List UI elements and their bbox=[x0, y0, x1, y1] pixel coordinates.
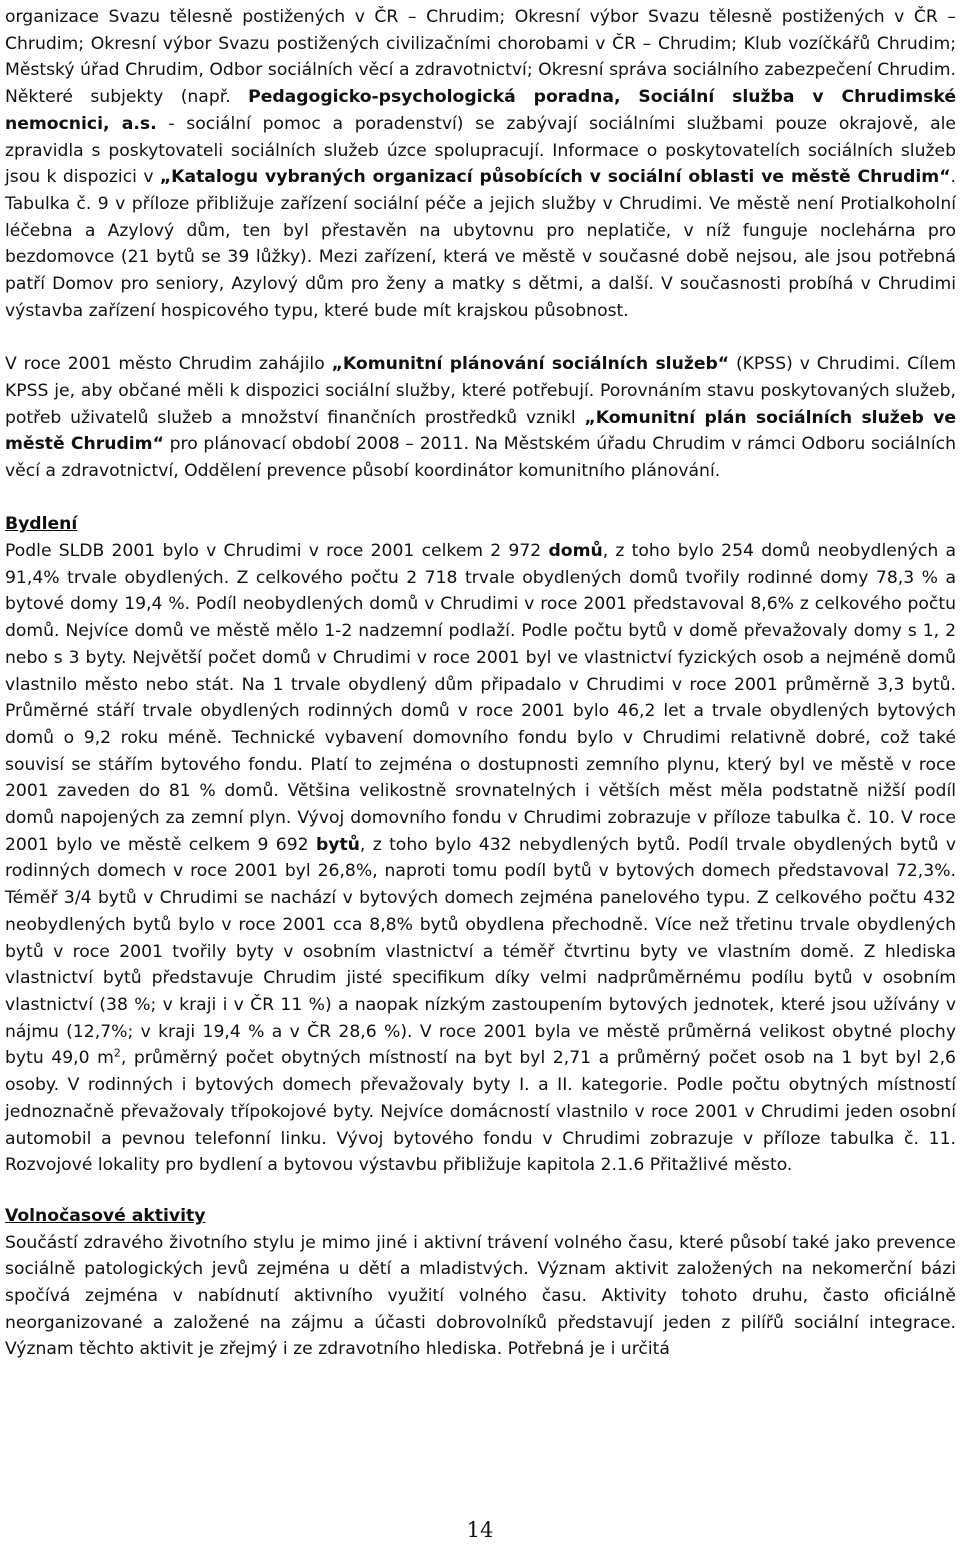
section-heading-leisure: Volnočasové aktivity bbox=[5, 1205, 206, 1226]
text-run: , průměrný počet obytných místností na byt byl 2,71 a průměrný počet osob na 1 byt byl 2,6 osoby. V rodinných i bytových domech převažovaly byty I. a II. kategorie. Podle počtu obytných místností jednoznačně převažovaly třípokojové byty. Nejvíce domácností vlastnilo v roce 2001 v Chrudimi jeden osobní automobil a pevnou telefonní linku. Vývoj bytového fondu v Chrudimi zobrazuje v příloze tabulka č. 11. Rozvojové lokality pro bydlení a bytovou výstavbu přibližuje kapitola 2.1.6 Přitažlivé město. bbox=[5, 1048, 956, 1176]
text-run: Součástí zdravého životního stylu je mimo jiné i aktivní trávení volného času, které působí také jako prevence sociálně patologických jevů zejména u dětí a mladistvých. Význam aktivit založených na nekomerční bázi spočívá zejména v nabídnutí aktivního využití volného času. Aktivity tohoto druhu, často oficiálně neorganizované a založené na zájmu a účasti dobrovolníků představují jeden z pilířů sociální integrace. Význam těchto aktivit je zřejmý i ze zdravotního hlediska. Potřebná je i určitá bbox=[5, 1232, 956, 1360]
paragraph-housing bbox=[5, 538, 956, 1179]
bold-run: „Komunitní plán sociálních služeb ve městě Chrudim“ bbox=[5, 407, 957, 455]
text-run: - sociální pomoc a poradenství) se zabývají sociálními službami pouze okrajově, ale zpravidla s poskytovateli sociálních služeb úzce spolupracují. Informace o poskytovatelích sociálních služeb jsou k dispozici v bbox=[5, 113, 956, 188]
paragraph-spacer bbox=[5, 485, 956, 512]
text-run: V roce 2001 město Chrudim zahájilo bbox=[5, 354, 332, 375]
paragraph-spacer bbox=[5, 324, 956, 351]
section-heading-housing: Bydlení bbox=[5, 514, 78, 535]
bold-run: „Katalogu vybraných organizací působících v sociální oblasti ve městě Chrudim“ bbox=[159, 167, 951, 188]
page-number: 14 bbox=[466, 1518, 494, 1542]
paragraph-community-planning bbox=[5, 351, 956, 485]
bold-run: bytů bbox=[315, 834, 360, 855]
bold-run: domů bbox=[548, 541, 603, 562]
text-run: organizace Svazu tělesně postižených v ČR – Chrudim; Okresní výbor Svazu tělesně postižených v ČR – Chrudim; Okresní výbor Svazu postižených civilizačními chorobami v ČR – Chrudim; Klub vozíčkářů Chrudim; Městský úřad Chrudim, Odbor sociálních věcí a zdravotnictví; Okresní správa sociálního zabezpečení Chrudim. Některé subjekty (např. bbox=[5, 7, 956, 108]
bold-run: „Komunitní plánování sociálních služeb“ bbox=[331, 354, 730, 375]
text-run: Podle SLDB 2001 bylo v Chrudimi v roce 2001 celkem 2 972 bbox=[5, 541, 549, 562]
paragraph-leisure bbox=[5, 1230, 956, 1364]
text-run: . Tabulka č. 9 v příloze přibližuje zařízení sociální péče a jejich služby v Chrudimi. Ve městě není Protialkoholní léčebna a Azylový dům, ten byl přestavěn na ubytovnu pro neplatiče, v níž funguje noclehárna pro bezdomovce (21 bytů se 39 lůžky). Mezi zařízení, která ve městě v současné době nejsou, ale jsou potřebná patří Domov pro seniory, Azylový dům pro ženy a matky s dětmi, a další. V současnosti probíhá v Chrudimi výstavba zařízení hospicového typu, které bude mít krajskou působnost. bbox=[5, 167, 956, 321]
paragraph-social-services bbox=[5, 4, 956, 324]
superscript: 2 bbox=[113, 1046, 121, 1060]
text-run: pro plánovací období 2008 – 2011. Na Městském úřadu Chrudim v rámci Odboru sociálních věcí a zdravotnictví, Oddělení prevence působí koordinátor komunitního plánování. bbox=[5, 434, 956, 481]
text-run: (KPSS) v Chrudimi. Cílem KPSS je, aby občané měli k dispozici sociální služby, které potřebují. Porovnáním stavu poskytovaných služeb, potřeb uživatelů služeb a množství finančních prostředků vznikl bbox=[5, 354, 957, 428]
text-run: , z toho bylo 432 nebydlených bytů. Podíl trvale obydlených bytů v rodinných domech v roce 2001 byl 26,8%, naproti tomu podíl bytů v bytových domech představoval 72,3%. Téměř 3/4 bytů v Chrudimi se nachází v bytových domech zejména panelového typu. Z celkového počtu 432 neobydlených bytů bylo v roce 2001 cca 8,8% bytů obydlena přechodně. Více než třetinu trvale obydlených bytů v roce 2001 tvořily byty v osobním vlastnictví a téměř čtvrtinu byty ve vlastním domě. Z hlediska vlastnictví bytů představuje Chrudim jisté specifikum díky velmi nadprůměrnému podílu bytů v osobním vlastnictví (38 %; v kraji i v ČR 11 %) a naopak nízkým zastoupením bytových jednotek, které jsou užívány v nájmu (12,7%; v kraji 19,4 % a v ČR 28,6 %). V roce 2001 byla ve městě průměrná velikost obytné plochy bytu 49,0 m bbox=[5, 834, 956, 1069]
text-run: , z toho bylo 254 domů neobydlených a 91,4% trvale obydlených. Z celkového počtu 2 718 trvale obydlených domů tvořily rodinné domy 78,3 % a bytové domy 19,4 %. Podíl neobydlených domů v Chrudimi v roce 2001 představoval 8,6% z celkového počtu domů. Nejvíce domů ve městě mělo 1-2 nadzemní podlaží. Podle počtu bytů v domě převažovaly domy s 1, 2 nebo s 3 byty. Největší počet domů v Chrudimi v roce 2001 byl ve vlastnictví fyzických osob a nejméně domů vlastnilo město nebo stát. Na 1 trvale obydlený dům připadalo v Chrudimi v roce 2001 průměrně 3,3 bytů. Průměrné stáří trvale obydlených rodinných domů v roce 2001 bylo 46,2 let a trvale obydlených bytových domů o 9,2 roku méně. Technické vybavení domovního fondu bylo v Chrudimi relativně dobré, což také souvisí se stářím bytového fondu. Platí to zejména o dostupnosti zemního plynu, který byl ve městě v roce 2001 zaveden do 81 % domů. Většina velikostně srovnatelných i větších měst měla podstatně nižší podíl domů napojených za zemní plyn. Vývoj domovního fondu v Chrudimi zobrazuje v příloze tabulka č. 10. V roce 2001 bylo ve městě celkem 9 692 bbox=[5, 541, 956, 855]
paragraph-spacer bbox=[5, 1179, 956, 1203]
document-page bbox=[5, 4, 956, 1363]
bold-run: Pedagogicko-psychologická poradna, Sociální služba v Chrudimské nemocnici, a.s. bbox=[5, 87, 956, 134]
